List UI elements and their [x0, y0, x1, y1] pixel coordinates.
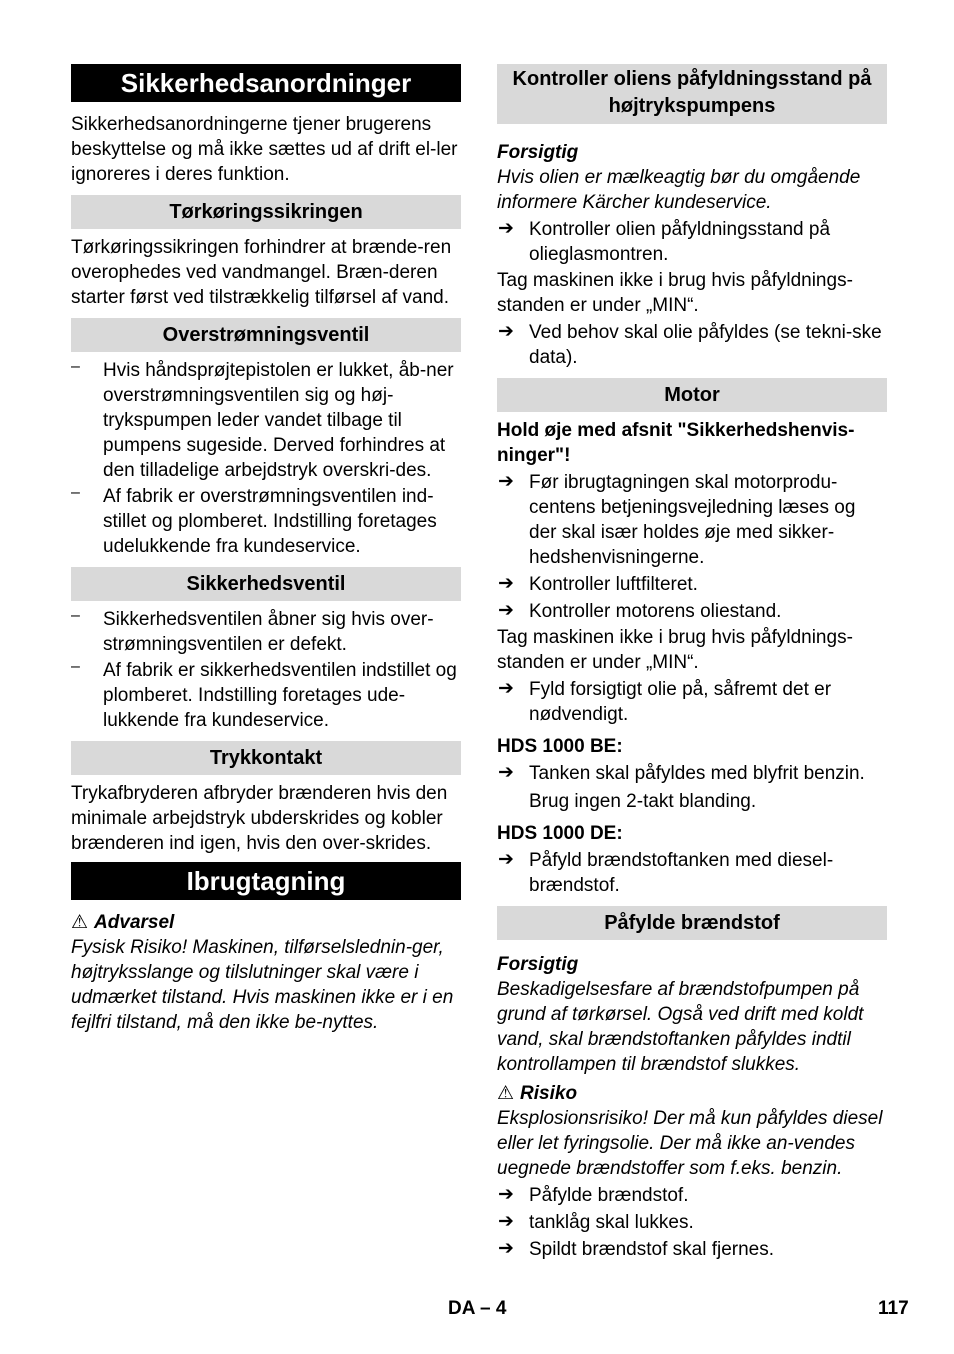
- heading-overstromning: Overstrømningsventil: [71, 318, 461, 352]
- dash-icon: –: [71, 658, 80, 675]
- motor-note: Hold øje med afsnit "Sikkerhedshenvis-ninger"!: [497, 420, 855, 466]
- arrow-icon: ➔: [498, 218, 514, 239]
- arrow-icon: ➔: [498, 471, 514, 492]
- caution-text: Hvis olien er mælkeagtig bør du omgående informere Kärcher kundeservice.: [497, 167, 861, 213]
- instruction-text: Fyld forsigtigt olie på, såfremt det er nødvendigt.: [529, 679, 832, 725]
- paragraph-trykkontakt: Trykafbryderen afbryder brænderen hvis den minimale arbejdstryk ubderskrides og kobler brænderen ind igen, hvis den over-skrides.: [71, 783, 448, 854]
- list-item-text: Af fabrik er sikkerhedsventilen indstillet og plomberet. Indstilling foretages ude-lukkende fra kundeservice.: [103, 660, 457, 731]
- instruction-text: tanklåg skal lukkes.: [529, 1212, 694, 1233]
- list-item-text: Hvis håndsprøjtepistolen er lukket, åb-ner overstrømningsventilen sig og høj-trykspumpen leder vandet tilbage til pumpens sugeside. Derved forhindres at den tilladelige arbejdstryk overskri-des.: [103, 360, 454, 481]
- instruction-text: Påfyld brændstoftanken med diesel-brændstof.: [529, 850, 834, 896]
- risk-label-text: Risiko: [520, 1083, 578, 1104]
- heading-trykkontakt: Trykkontakt: [71, 741, 461, 775]
- arrow-icon: ➔: [498, 600, 514, 621]
- warning-text: Fysisk Risiko! Maskinen, tilførselslednin-ger, højtryksslange og tilslutninger skal være i udmærket tilstand. Hvis maskinen ikke er i en fejlfri tilstand, må den ikke be-nyttes.: [71, 937, 454, 1033]
- risk-text: Eksplosionsrisiko! Der må kun påfyldes diesel eller let fyringsolie. Der må ikke an-vendes uegnede brændstoffer som f.eks. benzin.: [497, 1108, 883, 1179]
- paragraph-sikkerhed: Sikkerhedsanordningerne tjener brugerens beskyttelse og må ikke sættes ud af drift el-ler ignoreres i deres funktion.: [71, 114, 458, 185]
- left-column: [71, 64, 461, 1035]
- instruction-item: [497, 1210, 887, 1235]
- warning-label-text: Advarsel: [94, 912, 175, 933]
- instruction-text: Kontroller motorens oliestand.: [529, 601, 782, 622]
- instruction-text: Spildt brændstof skal fjernes.: [529, 1239, 775, 1260]
- instruction-item: [497, 677, 887, 727]
- arrow-icon: ➔: [498, 1238, 514, 1259]
- right-column: [497, 64, 887, 1263]
- model-label-be: HDS 1000 BE:: [497, 736, 623, 757]
- instruction-item: [497, 572, 887, 597]
- heading-kontroller-olie: Kontroller oliens påfyldningsstand på højtrykspumpens: [497, 64, 887, 124]
- instruction-item: [497, 599, 887, 624]
- list-item-text: Sikkerhedsventilen åbner sig hvis over-strømningsventilen er defekt.: [103, 609, 434, 655]
- dash-icon: –: [71, 484, 80, 501]
- arrow-icon: ➔: [498, 762, 514, 783]
- warning-icon: ⚠: [71, 912, 89, 933]
- list-item: [71, 484, 461, 559]
- caution-label: Forsigtig: [497, 142, 579, 163]
- arrow-icon: ➔: [498, 573, 514, 594]
- footer-section-label: DA – 4: [448, 1298, 507, 1319]
- list-item: [71, 658, 461, 733]
- arrow-icon: ➔: [498, 321, 514, 342]
- instruction-text: Kontroller luftfilteret.: [529, 574, 698, 595]
- dash-icon: –: [71, 358, 80, 375]
- instruction-item: [497, 761, 887, 814]
- instruction-item: [497, 848, 887, 898]
- heading-pafylde-braendstof: Påfylde brændstof: [497, 906, 887, 940]
- page-number: 117: [878, 1298, 909, 1319]
- caution-text: Beskadigelsesfare af brændstofpumpen på grund af tørkørsel. Også ved drift med koldt vand, skal brændstoftanken påfyldes indtil kontrollampen til brændstof slukkes.: [497, 979, 864, 1075]
- arrow-icon: ➔: [498, 1211, 514, 1232]
- instruction-text: Kontroller olien påfyldningsstand på olieglasmontren.: [529, 219, 831, 265]
- list-item: [71, 607, 461, 657]
- instruction-item: [497, 320, 887, 370]
- dash-icon: –: [71, 607, 80, 624]
- paragraph-min: Tag maskinen ikke i brug hvis påfyldnings-standen er under „MIN“.: [497, 270, 853, 316]
- model-label-de: HDS 1000 DE:: [497, 823, 623, 844]
- instruction-text: Ved behov skal olie påfyldes (se tekni-ske data).: [529, 322, 882, 368]
- instruction-item: [497, 1183, 887, 1208]
- arrow-icon: ➔: [498, 1184, 514, 1205]
- list-item-text: Af fabrik er overstrømningsventilen ind-stillet og plomberet. Indstilling foretages udelukkende fra kundeservice.: [103, 486, 437, 557]
- warning-label: [71, 910, 461, 935]
- instruction-item: [497, 1237, 887, 1262]
- heading-torkoring: Tørkøringssikringen: [71, 195, 461, 229]
- arrow-icon: ➔: [498, 678, 514, 699]
- caution-label: Forsigtig: [497, 954, 579, 975]
- arrow-icon: ➔: [498, 849, 514, 870]
- paragraph-min: Tag maskinen ikke i brug hvis påfyldnings-standen er under „MIN“.: [497, 627, 853, 673]
- instruction-item: [497, 470, 887, 570]
- instruction-text: Påfylde brændstof.: [529, 1185, 689, 1206]
- instruction-text: Før ibrugtagningen skal motorprodu-centens betjeningsvejledning læses og der skal især holdes øje med sikker-hedshenvisningerne.: [529, 472, 856, 568]
- instruction-subtext: Brug ingen 2-takt blanding.: [529, 791, 757, 812]
- risk-label: [497, 1081, 887, 1106]
- list-item: [71, 358, 461, 483]
- heading-sikkerhedsanordninger: Sikkerhedsanordninger: [71, 64, 461, 102]
- instruction-item: [497, 217, 887, 267]
- heading-motor: Motor: [497, 378, 887, 412]
- heading-sikkerhedsventil: Sikkerhedsventil: [71, 567, 461, 601]
- paragraph-torkoring: Tørkøringssikringen forhindrer at brænde-ren overophedes ved vandmangel. Bræn-deren starter først ved tilstrækkelig tilførsel af vand.: [71, 237, 452, 308]
- heading-ibrugtagning: Ibrugtagning: [71, 862, 461, 900]
- instruction-text: Tanken skal påfyldes med blyfrit benzin.: [529, 763, 865, 784]
- warning-icon: ⚠: [497, 1083, 515, 1104]
